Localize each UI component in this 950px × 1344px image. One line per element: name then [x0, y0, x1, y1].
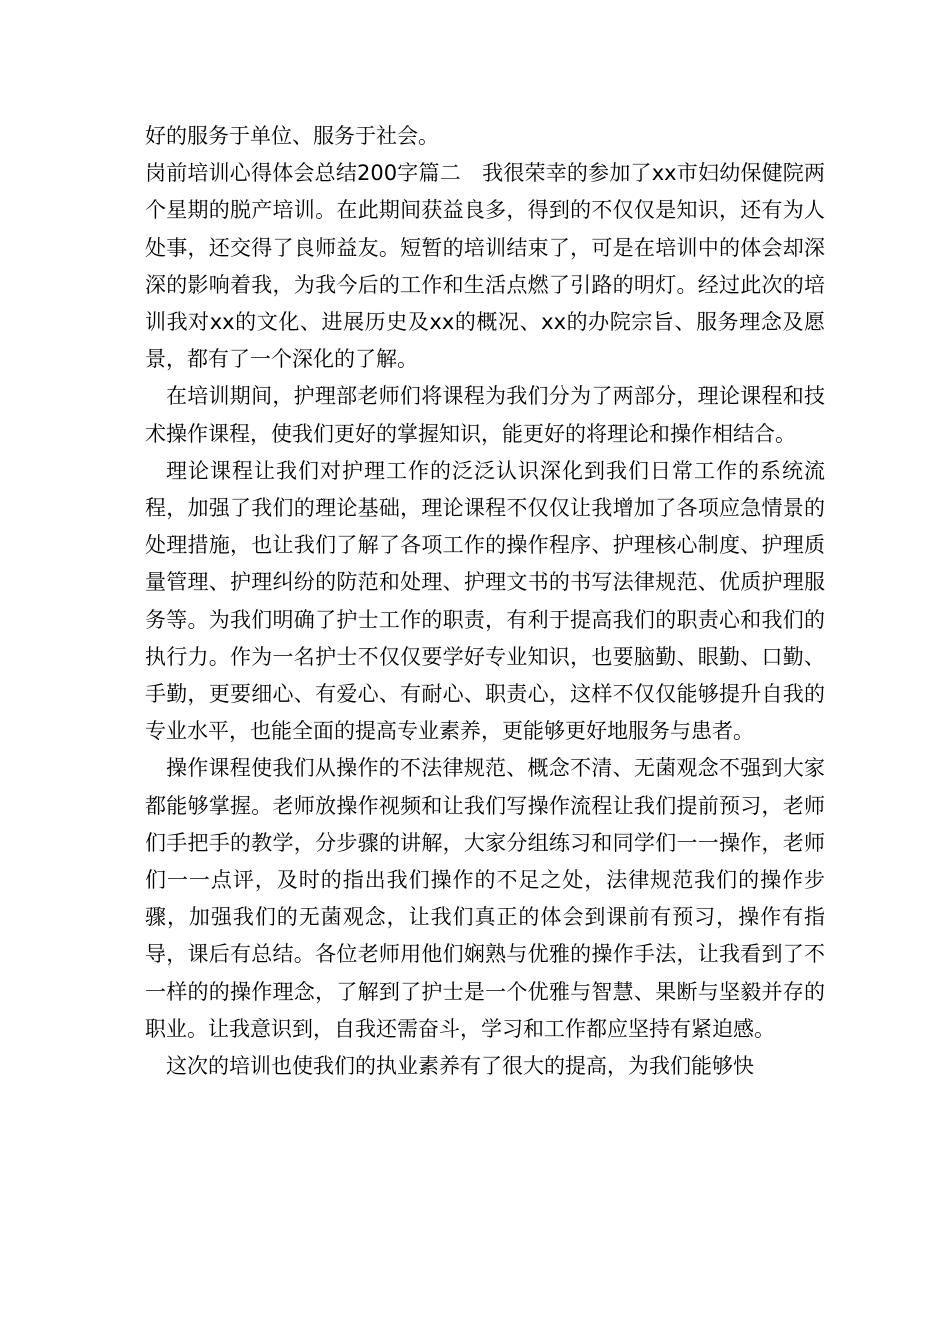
paragraph-5: 操作课程使我们从操作的不法律规范、概念不清、无菌观念不强到大家都能够掌握。老师放操作视频和让我们写操作流程让我们提前预习，老师们手把手的教学，分步骤的讲解，大家分组练习和同学们一一操作，老师们一一点评，及时的指出我们操作的不足之处，法律规范我们的操作步骤，加强我们的无菌观念，让我们真正的体会到课前有预习，操作有指导，课后有总结。各位老师用他们娴熟与优雅的操作手法，让我看到了不一样的的操作理念，了解到了护士是一个优雅与智慧、果断与坚毅并存的职业。让我意识到，自我还需奋斗，学习和工作都应坚持有紧迫感。: [145, 756, 825, 1041]
paragraph-6: 这次的培训也使我们的执业素养有了很大的提高，为我们能够快: [166, 1054, 754, 1079]
paragraph-2: 岗前培训心得体会总结200字篇二 我很荣幸的参加了xx市妇幼保健院两个星期的脱产培训。在此期间获益良多，得到的不仅仅是知识，还有为人处事，还交得了良师益友。短暂的培训结束了，可是在培训中的体会却深深的影响着我，为我今后的工作和生活点燃了引路的明灯。经过此次的培训我对xx的文化、进展历史及xx的概况、xx的办院宗旨、服务理念及愿景，都有了一个深化的了解。: [145, 161, 825, 372]
document-body: [145, 118, 825, 1085]
paragraph-3: 在培训期间，护理部老师们将课程为我们分为了两部分，理论课程和技术操作课程，使我们更好的掌握知识，能更好的将理论和操作相结合。: [145, 384, 825, 446]
paragraph-1: 好的服务于单位、服务于社会。: [145, 124, 439, 148]
paragraph-4: 理论课程让我们对护理工作的泛泛认识深化到我们日常工作的系统流程，加强了我们的理论基础，理论课程不仅仅让我增加了各项应急情景的处理措施，也让我们了解了各项工作的操作程序、护理核心制度、护理质量管理、护理纠纷的防范和处理、护理文书的书写法律规范、优质护理服务等。为我们明确了护士工作的职责，有利于提高我们的职责心和我们的执行力。作为一名护士不仅仅要学好专业知识，也要脑勤、眼勤、口勤、手勤，更要细心、有爱心、有耐心、职责心，这样不仅仅能够提升自我的专业水平，也能全面的提高专业素养，更能够更好地服务与患者。: [145, 458, 825, 744]
